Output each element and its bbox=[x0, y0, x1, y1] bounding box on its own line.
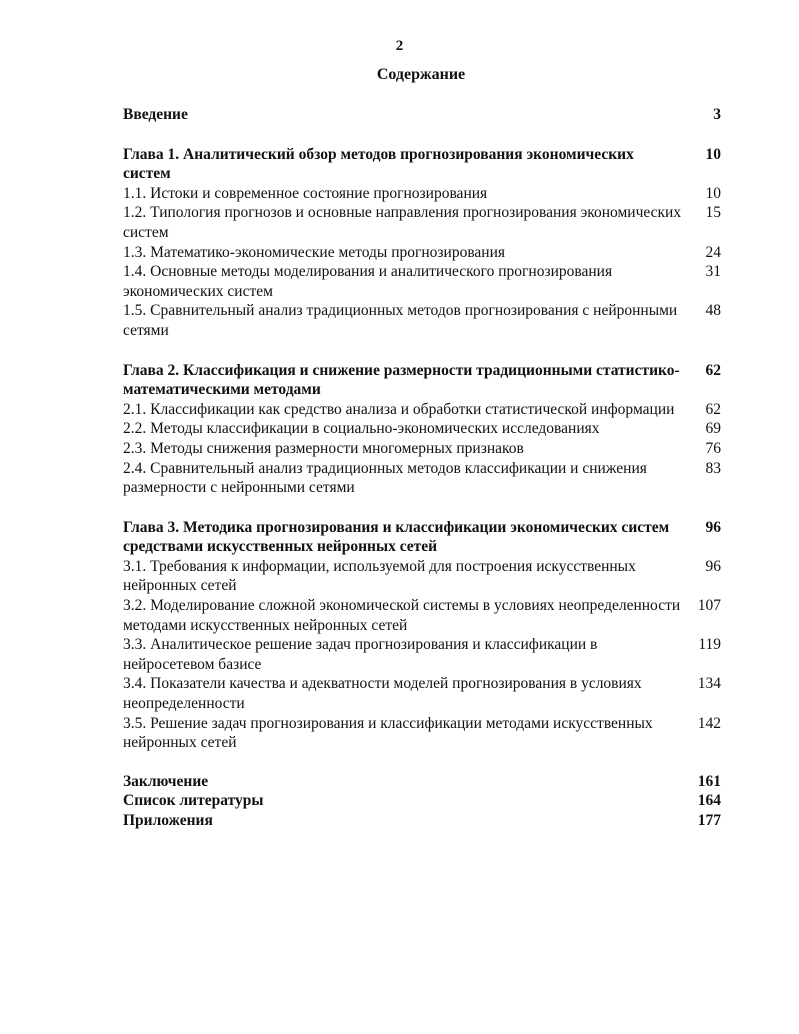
toc-entry-text: 1.1. Истоки и современное состояние прогнозирования bbox=[123, 184, 488, 202]
toc-entry-text: 2.3. Методы снижения размерности многомерных признаков bbox=[123, 439, 524, 457]
toc-entry-text: Приложения bbox=[123, 812, 213, 829]
toc-entry-page: 69 bbox=[705, 420, 721, 438]
toc-entry-text: 1.3. Математико-экономические методы прогнозирования bbox=[123, 243, 506, 261]
toc-entry-text: Введение bbox=[123, 106, 188, 123]
toc-entry-page: 161 bbox=[697, 772, 721, 790]
table-of-contents bbox=[123, 105, 721, 831]
toc-chapter-1-heading bbox=[123, 145, 721, 184]
toc-section-1-3 bbox=[123, 243, 721, 263]
toc-entry-page: 164 bbox=[697, 792, 721, 810]
toc-entry-text: Заключение bbox=[123, 772, 209, 790]
toc-section-1-2 bbox=[123, 203, 721, 242]
toc-entry-text: 3.5. Решение задач прогнозирования и классификации методами искусственных нейронных сетей bbox=[123, 714, 653, 752]
toc-section-1-5 bbox=[123, 301, 721, 340]
toc-section-1-4 bbox=[123, 262, 721, 301]
toc-entry-page: 76 bbox=[705, 439, 721, 457]
toc-entry-page: 10 bbox=[705, 184, 721, 202]
toc-entry-appendices bbox=[123, 811, 721, 831]
toc-entry-page: 62 bbox=[705, 361, 721, 379]
toc-entry-page: 48 bbox=[705, 302, 721, 320]
toc-entry-text: Список литературы bbox=[123, 792, 264, 810]
toc-entry-intro bbox=[123, 105, 721, 125]
toc-entry-text: 2.4. Сравнительный анализ традиционных методов классификации и снижения размерности с нейронными сетями bbox=[123, 459, 647, 497]
page-number: 2 bbox=[395, 38, 404, 54]
toc-entry-page: 177 bbox=[697, 812, 721, 829]
toc-chapter-3-heading bbox=[123, 518, 721, 557]
toc-section-1-1 bbox=[123, 184, 721, 204]
toc-section-3-4 bbox=[123, 674, 721, 713]
toc-section-3-3 bbox=[123, 635, 721, 674]
toc-entry-text: 1.4. Основные методы моделирования и аналитического прогнозирования экономических систем bbox=[123, 263, 613, 300]
toc-section-2-3 bbox=[123, 439, 721, 459]
toc-entry-page: 96 bbox=[705, 557, 721, 575]
toc-entry-text: Глава 2. Классификация и снижение размерности традиционными статистико-математическими методами bbox=[123, 361, 680, 399]
toc-entry-text: 1.2. Типология прогнозов и основные направления прогнозирования экономических систем bbox=[123, 204, 682, 241]
toc-section-2-1 bbox=[123, 400, 721, 420]
toc-entry-text: 3.4. Показатели качества и адекватности моделей прогнозирования в условиях неопределенности bbox=[123, 675, 642, 713]
toc-entry-page: 10 bbox=[705, 145, 721, 163]
toc-entry-text: 3.2. Моделирование сложной экономической системы в условиях неопределенности методами искусственных нейронных сетей bbox=[123, 597, 681, 634]
toc-entry-page: 142 bbox=[697, 714, 721, 732]
toc-entry-text: 3.1. Требования к информации, используемой для построения искусственных нейронных сетей bbox=[123, 557, 636, 595]
toc-section-3-5 bbox=[123, 714, 721, 753]
toc-entry-text: 3.3. Аналитическое решение задач прогнозирования и классификации в нейросетевом базисе bbox=[123, 636, 598, 673]
toc-section-3-2 bbox=[123, 596, 721, 635]
toc-entry-page: 107 bbox=[697, 597, 721, 615]
toc-entry-page: 134 bbox=[697, 675, 721, 693]
toc-entry-text: 2.2. Методы классификации в социально-экономических исследованиях bbox=[123, 420, 600, 438]
toc-entry-references bbox=[123, 791, 721, 811]
toc-entry-page: 83 bbox=[705, 459, 721, 477]
toc-entry-page: 24 bbox=[705, 243, 721, 261]
toc-entry-text: Глава 1. Аналитический обзор методов прогнозирования экономических систем bbox=[123, 145, 634, 183]
toc-section-3-1 bbox=[123, 557, 721, 596]
toc-entry-page: 31 bbox=[705, 263, 721, 281]
toc-entry-page: 96 bbox=[705, 518, 721, 536]
toc-section-2-2 bbox=[123, 419, 721, 439]
toc-entry-page: 62 bbox=[705, 400, 721, 418]
toc-entry-text: 2.1. Классификации как средство анализа и обработки статистической информации bbox=[123, 400, 675, 418]
toc-section-2-4 bbox=[123, 459, 721, 498]
toc-chapter-2-heading bbox=[123, 361, 721, 400]
toc-entry-conclusion bbox=[123, 772, 721, 792]
toc-entry-page: 15 bbox=[705, 204, 721, 222]
toc-entry-text: 1.5. Сравнительный анализ традиционных методов прогнозирования с нейронными сетями bbox=[123, 302, 678, 339]
toc-entry-page: 3 bbox=[713, 106, 721, 123]
toc-entry-text: Глава 3. Методика прогнозирования и классификации экономических систем средствами искусственных нейронных сетей bbox=[123, 518, 670, 556]
toc-entry-page: 119 bbox=[698, 636, 721, 654]
page-title: Содержание bbox=[376, 66, 466, 83]
